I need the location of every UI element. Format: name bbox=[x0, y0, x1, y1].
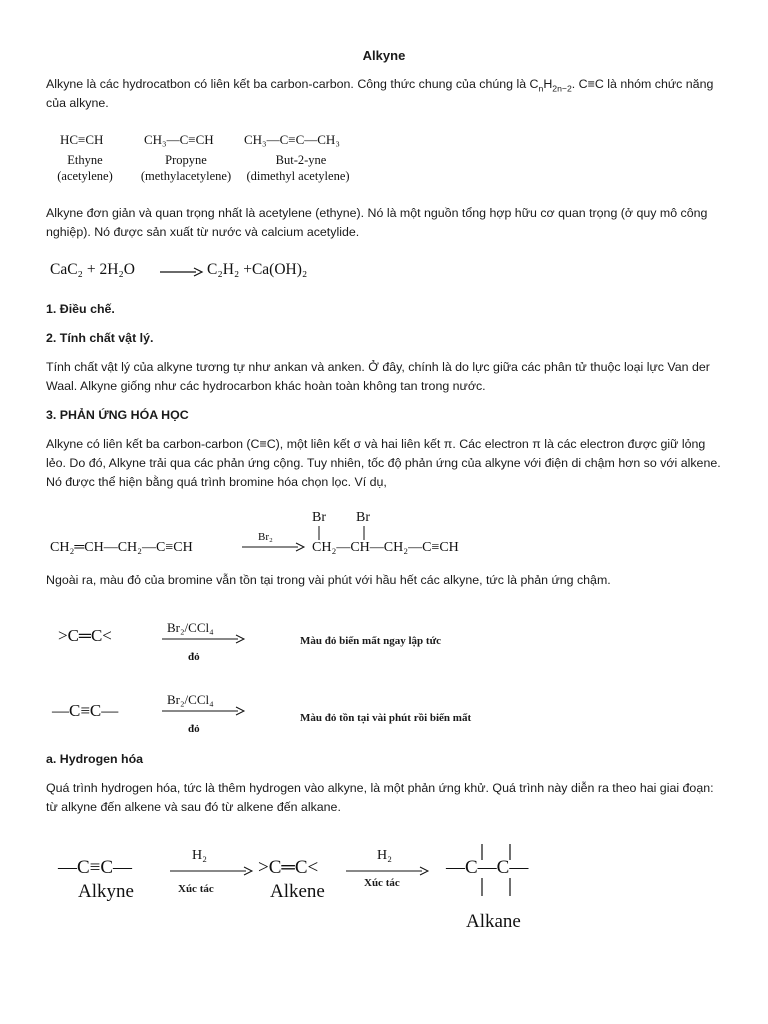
hydrogenation-alkane-label: Alkane bbox=[466, 911, 521, 932]
example-common-ethyne: (acetylene) bbox=[57, 169, 113, 183]
equation-arrow bbox=[158, 262, 204, 282]
section-heading-3: 3. PHẢN ỨNG HÓA HỌC bbox=[46, 408, 189, 422]
alkyne-test-group: —C≡C— bbox=[52, 701, 119, 720]
hydrogenation-alkene-label: Alkene bbox=[270, 881, 325, 902]
alkyne-test-arrow bbox=[160, 704, 246, 718]
hydrogenation-alkyne-group: —C≡C— bbox=[58, 857, 133, 878]
acetylene-equation-products: C₂H₂ +Ca(OH)₂ bbox=[207, 261, 308, 278]
hydrogenation-catalyst-2: Xúc tác bbox=[364, 877, 400, 889]
section-heading-2: 2. Tính chất vật lý. bbox=[46, 331, 154, 345]
alkene-test-color: đỏ bbox=[188, 651, 200, 663]
hydrogenation-catalyst-1: Xúc tác bbox=[178, 883, 214, 895]
bromination-reagent: Br₂ bbox=[258, 531, 273, 543]
page-title: Alkyne bbox=[362, 48, 406, 63]
bromination-reactant: CH₂═CH—CH₂—C≡CH bbox=[50, 540, 193, 555]
physical-properties-paragraph: Tính chất vật lý của alkyne tương tự như ankan và anken. Ở đây, chính là do lực giữa các phân tử thuộc loại lực Van der Waal. Alkyne giống như các hydrocarbon khác hoàn toàn không tan trong nước. bbox=[46, 360, 710, 393]
hydrogenation-arrow-1 bbox=[168, 864, 254, 878]
bromine-substituent-2: Br bbox=[356, 510, 370, 525]
formula-subscript-2n: 2n−2 bbox=[552, 83, 572, 94]
example-formula-but2yne: CH₃—C≡C—CH₃ bbox=[244, 132, 340, 147]
alkene-test-group: >C═C< bbox=[58, 626, 112, 645]
intro-text-end: . C≡C là nhóm chức năng của alkyne. bbox=[46, 77, 714, 110]
bromine-color-paragraph: Ngoài ra, màu đỏ của bromine vẫn tồn tại trong vài phút với hầu hết các alkyne, tức là phản ứng chậm. bbox=[46, 573, 611, 587]
alkyne-test-note: Màu đỏ tồn tại vài phút rồi biến mất bbox=[300, 712, 472, 724]
example-formula-propyne: CH₃—C≡CH bbox=[144, 132, 214, 147]
section-heading-1: 1. Điều chế. bbox=[46, 302, 115, 316]
bromine-substituent-1: Br bbox=[312, 510, 326, 525]
hydrogenation-reagent-1: H₂ bbox=[192, 848, 207, 863]
example-name-ethyne: Ethyne bbox=[67, 153, 103, 167]
example-common-but2yne: (dimethyl acetylene) bbox=[246, 169, 350, 183]
hydrogenation-reagent-2: H₂ bbox=[377, 848, 392, 863]
alkene-test-reagent: Br₂/CCl₄ bbox=[167, 620, 214, 635]
alkyne-test-color: đỏ bbox=[188, 723, 200, 735]
formula-subscript-n: n bbox=[538, 83, 544, 94]
alkyne-test-reagent: Br₂/CCl₄ bbox=[167, 692, 214, 707]
acetylene-equation-reactants: CaC₂ + 2H₂O bbox=[50, 261, 135, 278]
bromination-product: CH₂—CH—CH₂—C≡CH bbox=[312, 540, 459, 555]
example-formula-ethyne: HC≡CH bbox=[60, 132, 104, 147]
hydrogenation-paragraph: Quá trình hydrogen hóa, tức là thêm hydrogen vào alkyne, là một phản ứng khử. Quá trình này diễn ra theo hai giai đoạn: từ alkyne đến alkene và sau đó từ alkene đến alkane. bbox=[46, 781, 714, 814]
example-name-propyne: Propyne bbox=[165, 153, 207, 167]
example-common-propyne: (methylacetylene) bbox=[140, 169, 232, 183]
acetylene-paragraph: Alkyne đơn giản và quan trọng nhất là acetylene (ethyne). Nó là một nguồn tổng hợp hữu cơ quan trọng (ở quy mô công nghiệp). Nó được sản xuất từ nước và calcium acetylide. bbox=[46, 206, 708, 239]
alkene-test-note: Màu đỏ biến mất ngay lập tức bbox=[300, 635, 442, 647]
hydrogenation-alkane-group: —C—C— bbox=[446, 857, 529, 878]
formula-h: H bbox=[543, 77, 553, 91]
alkyne-examples bbox=[52, 130, 372, 190]
intro-paragraph bbox=[46, 75, 726, 113]
subsection-heading-a: a. Hydrogen hóa bbox=[46, 752, 144, 766]
bromination-arrow bbox=[240, 540, 306, 554]
intro-text: Alkyne là các hydrocatbon có liên kết ba carbon-carbon. Công thức chung của chúng là C bbox=[46, 77, 539, 91]
hydrogenation-alkyne-label: Alkyne bbox=[78, 881, 134, 902]
hydrogenation-alkene-group: >C═C< bbox=[258, 857, 319, 878]
example-name-but2yne: But-2-yne bbox=[275, 153, 327, 167]
reactions-paragraph: Alkyne có liên kết ba carbon-carbon (C≡C), một liên kết σ và hai liên kết π. Các electron π là các electron được giữ lỏng lẻo. Do đó, Alkyne trải qua các phản ứng cộng. Tuy nhiên, tốc độ phản ứng của alkyne với điện di chậm hơn so với alkene. Nó được thể hiện bằng quá trình bromine hóa chọn lọc. Ví dụ, bbox=[46, 437, 721, 489]
alkene-test-arrow bbox=[160, 632, 246, 646]
